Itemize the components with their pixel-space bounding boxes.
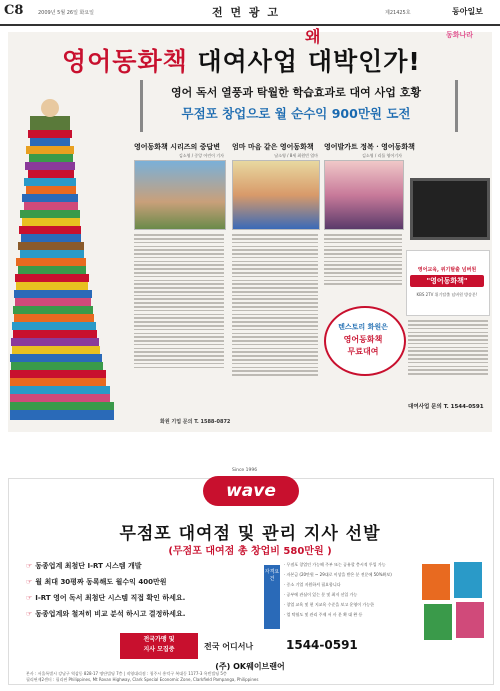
qualification-badge: 자격요건 [264,565,280,629]
headline-accent: 왜 [305,27,322,46]
condition-item: · 공부에 관심이 있는 분 및 최저 선입 가능 [284,592,358,597]
column1-byline: 김소영 / 중앙 어린이 기자 [178,153,224,158]
column3-title: 영어발가트 정복 · 영어동화책 [324,142,415,151]
phone-label: 전국 어디서나 [204,642,254,651]
arrow-icon: ☞ [26,562,33,570]
column1-photo [134,160,226,230]
headline-red: 영어동화책 [62,47,188,76]
issue-date: 2009년 5월 26일 화요일 [38,10,95,16]
arrow-icon: ☞ [26,578,33,586]
feature-item: ☞ I-RT 영어 독서 최첨단 시스템 직접 확인 하세요. [26,594,186,602]
book-stack-illustration [10,78,128,428]
column3-text [324,232,402,302]
subhead-line2: 무점포 창업으로 월 순수익 900만원 도전 [181,106,411,121]
column1-title: 영어동화책 시리즈의 중답변 [134,142,221,151]
column3-byline: 김소영 / 리틀 영어기자 [362,153,402,158]
column1-caption: 화원 기업 문의 T. 1588-0872 [160,419,231,425]
arrow-icon: ☞ [26,610,33,618]
condition-item: · 창업 교육 및 현 지교육 수준을 보고 운영이 가능한 [284,602,374,607]
free-rental-line3: 무료대여 [347,347,379,356]
column1-text [134,232,224,412]
franchise-subtitle: (무점포 대여점 총 창업비 580만원 ) [168,546,332,557]
column2-photo [232,160,320,230]
page-number: C8 [4,3,24,18]
page-header [0,0,500,26]
storybooks-image [420,560,486,642]
address-line1: 본사 : 서울특별시 강남구 역삼동 828-17 명단빌딩 7층 | 직영대리점 : 청주시 흥덕구 복대동 1177-3 욕빈빌딩 5층 [26,671,227,676]
right-column-text [408,318,488,396]
column2-title: 엄마 마음 같은 영어동화책 [232,142,314,151]
free-rental-line1: 텐스토리 화원은 [338,323,388,331]
condition-item: · 무점포 창업인 가능해 주부 또는 공유할 충시적 투입 가능 [284,562,386,567]
tv-screen-image [410,178,490,240]
column2-text [232,232,318,422]
book-stack-icon [10,99,114,420]
column2-byline: 남소영 / 8세 최원빈 엄마 [274,153,318,158]
wave-logo: wave [203,476,299,506]
franchise-recruit-box: 전국가맹 및 지사 모집중 [120,633,198,659]
newspaper-name: 동아일보 [452,6,483,16]
free-rental-line2: 영어동화책 [343,335,383,344]
since-label: Since 1996 [232,468,258,473]
condition-item: · 자본금 (20만원 ~ 29대로 이상을 받은 분 전문에 50%확보) [284,572,392,577]
headline-black: 대여사업 [197,47,299,76]
address-line2: 필리핀제2센터 : 필리핀 Philippines, Mt Rovan Highway, Clark Special Economic Zone, Clarkfield Pampanga, Philippines [26,677,259,682]
tv-promo-line3: KBS 2TV 위기탈출 넘버원 방송분! [416,292,478,297]
column3-photo [324,160,404,230]
books-icon [422,562,484,640]
company-name: (주) OK웨이브랜어 [215,662,285,671]
tv-promo-line1: 영어교육, 위기탈출 넘버원 [417,267,477,273]
issue-number: 제21425호 [385,10,411,16]
headline-end: 대박인가! [307,47,421,76]
feature-item: ☞ 동종업계와 철저히 비교 분석 하시고 결정하세요. [26,610,186,618]
feature-item: ☞ 동종업계 최첨단 I-RT 시스템 개발 [26,562,142,570]
franchise-title: 무점포 대여점 및 관리 지사 선발 [119,524,381,544]
condition-item: · 업 탁월도 및 관리 주제 서 사 분 확 대 완 등 [284,612,363,617]
brand-logo: 동화나라 [446,31,474,39]
condition-item: · 중소 기업 지원하셔 필요합니다 [284,582,341,587]
section-title: 전 면 광 고 [212,6,280,19]
phone-number: 1544-0591 [286,638,358,652]
tv-promo-line2: "영어동화책" [410,275,484,287]
rental-inquiry-phone: 대여사업 문의 T. 1544-0591 [408,404,484,410]
arrow-icon: ☞ [26,594,33,602]
feature-item: ☞ 월 최대 30평짜 동록해도 월수익 400만원 [26,578,167,586]
subhead-line1: 영어 독서 열풍과 탁월한 학습효과로 대여 사업 호황 [171,86,421,99]
